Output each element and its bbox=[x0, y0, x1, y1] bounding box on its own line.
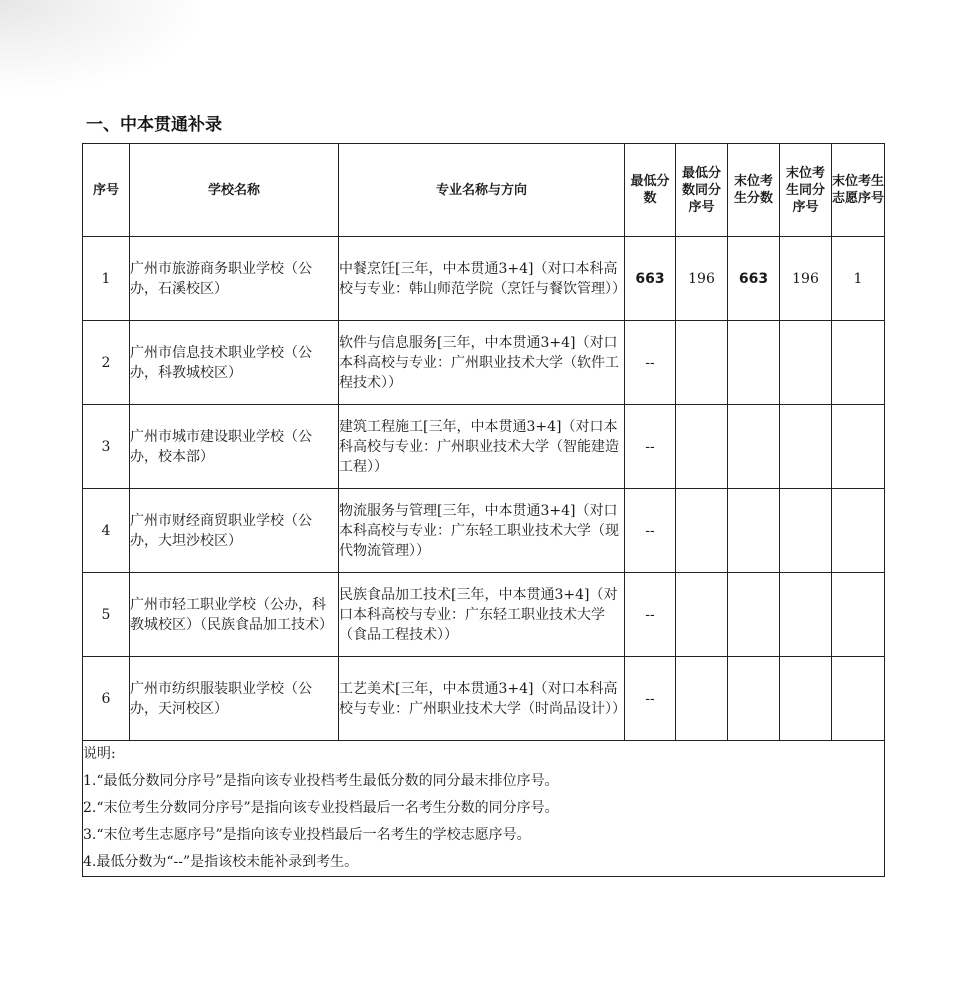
table-header-row bbox=[83, 144, 885, 237]
row-last-score: 663 bbox=[728, 237, 780, 321]
admission-table bbox=[82, 143, 885, 877]
row-min-score: -- bbox=[625, 321, 676, 405]
row-last-rank bbox=[780, 573, 832, 657]
table-row bbox=[83, 321, 885, 405]
table-row bbox=[83, 489, 885, 573]
header-major: 专业名称与方向 bbox=[339, 144, 625, 237]
note-item: 1.“最低分数同分序号”是指向该专业投档考生最低分数的同分最末排位序号。 bbox=[83, 773, 559, 789]
row-school: 广州市城市建设职业学校（公办，校本部） bbox=[130, 405, 339, 489]
row-school: 广州市财经商贸职业学校（公办，大坦沙校区） bbox=[130, 489, 339, 573]
row-no: 2 bbox=[83, 321, 130, 405]
notes-cell bbox=[83, 741, 885, 877]
table-row bbox=[83, 573, 885, 657]
row-major: 民族食品加工技术[三年，中本贯通3+4]（对口本科高校与专业：广东轻工职业技术大学（食品工程技术）） bbox=[339, 573, 625, 657]
notes-heading: 说明: bbox=[83, 746, 116, 762]
row-school: 广州市纺织服装职业学校（公办，天河校区） bbox=[130, 657, 339, 741]
row-min-rank bbox=[676, 573, 728, 657]
row-last-rank bbox=[780, 489, 832, 573]
row-min-rank bbox=[676, 405, 728, 489]
row-last-score bbox=[728, 321, 780, 405]
row-major: 工艺美术[三年，中本贯通3+4]（对口本科高校与专业：广州职业技术大学（时尚品设计）） bbox=[339, 657, 625, 741]
row-last-rank: 196 bbox=[780, 237, 832, 321]
row-school: 广州市信息技术职业学校（公办，科教城校区） bbox=[130, 321, 339, 405]
row-last-score bbox=[728, 489, 780, 573]
row-min-score: -- bbox=[625, 405, 676, 489]
header-min-score: 最低分数 bbox=[625, 144, 676, 237]
row-no: 1 bbox=[83, 237, 130, 321]
row-no: 3 bbox=[83, 405, 130, 489]
header-last-score: 末位考生分数 bbox=[728, 144, 780, 237]
note-item: 4.最低分数为“--”是指该校未能补录到考生。 bbox=[83, 854, 359, 870]
note-item: 3.“末位考生志愿序号”是指向该专业投档最后一名考生的学校志愿序号。 bbox=[83, 827, 531, 843]
row-last-wish bbox=[832, 573, 885, 657]
row-min-score: 663 bbox=[625, 237, 676, 321]
row-no: 4 bbox=[83, 489, 130, 573]
header-school: 学校名称 bbox=[130, 144, 339, 237]
section-title: 一、中本贯通补录 bbox=[86, 115, 222, 135]
notes-row bbox=[83, 741, 885, 877]
row-major: 软件与信息服务[三年，中本贯通3+4]（对口本科高校与专业：广州职业技术大学（软件工程技术）） bbox=[339, 321, 625, 405]
row-major: 建筑工程施工[三年，中本贯通3+4]（对口本科高校与专业：广州职业技术大学（智能建造工程）） bbox=[339, 405, 625, 489]
row-min-rank bbox=[676, 657, 728, 741]
header-no: 序号 bbox=[83, 144, 130, 237]
row-major: 中餐烹饪[三年，中本贯通3+4]（对口本科高校与专业：韩山师范学院（烹饪与餐饮管理）） bbox=[339, 237, 625, 321]
header-last-wish: 末位考生志愿序号 bbox=[832, 144, 885, 237]
row-min-rank: 196 bbox=[676, 237, 728, 321]
row-min-score: -- bbox=[625, 657, 676, 741]
note-item: 2.“末位考生分数同分序号”是指向该专业投档最后一名考生分数的同分序号。 bbox=[83, 800, 559, 816]
row-last-wish bbox=[832, 489, 885, 573]
page-corner-shadow bbox=[0, 0, 200, 90]
header-min-score-rank: 最低分数同分序号 bbox=[676, 144, 728, 237]
row-major: 物流服务与管理[三年，中本贯通3+4]（对口本科高校与专业：广东轻工职业技术大学（现代物流管理）） bbox=[339, 489, 625, 573]
row-last-rank bbox=[780, 321, 832, 405]
row-last-wish bbox=[832, 405, 885, 489]
row-no: 5 bbox=[83, 573, 130, 657]
row-no: 6 bbox=[83, 657, 130, 741]
table-row bbox=[83, 657, 885, 741]
row-min-score: -- bbox=[625, 489, 676, 573]
table-row bbox=[83, 237, 885, 321]
row-school: 广州市旅游商务职业学校（公办，石溪校区） bbox=[130, 237, 339, 321]
row-last-wish bbox=[832, 657, 885, 741]
row-last-rank bbox=[780, 657, 832, 741]
row-school: 广州市轻工职业学校（公办，科教城校区）（民族食品加工技术） bbox=[130, 573, 339, 657]
row-min-rank bbox=[676, 489, 728, 573]
table-row bbox=[83, 405, 885, 489]
row-min-score: -- bbox=[625, 573, 676, 657]
row-min-rank bbox=[676, 321, 728, 405]
row-last-wish: 1 bbox=[832, 237, 885, 321]
row-last-score bbox=[728, 573, 780, 657]
row-last-score bbox=[728, 657, 780, 741]
header-last-score-rank: 末位考生同分序号 bbox=[780, 144, 832, 237]
row-last-rank bbox=[780, 405, 832, 489]
row-last-score bbox=[728, 405, 780, 489]
row-last-wish bbox=[832, 321, 885, 405]
